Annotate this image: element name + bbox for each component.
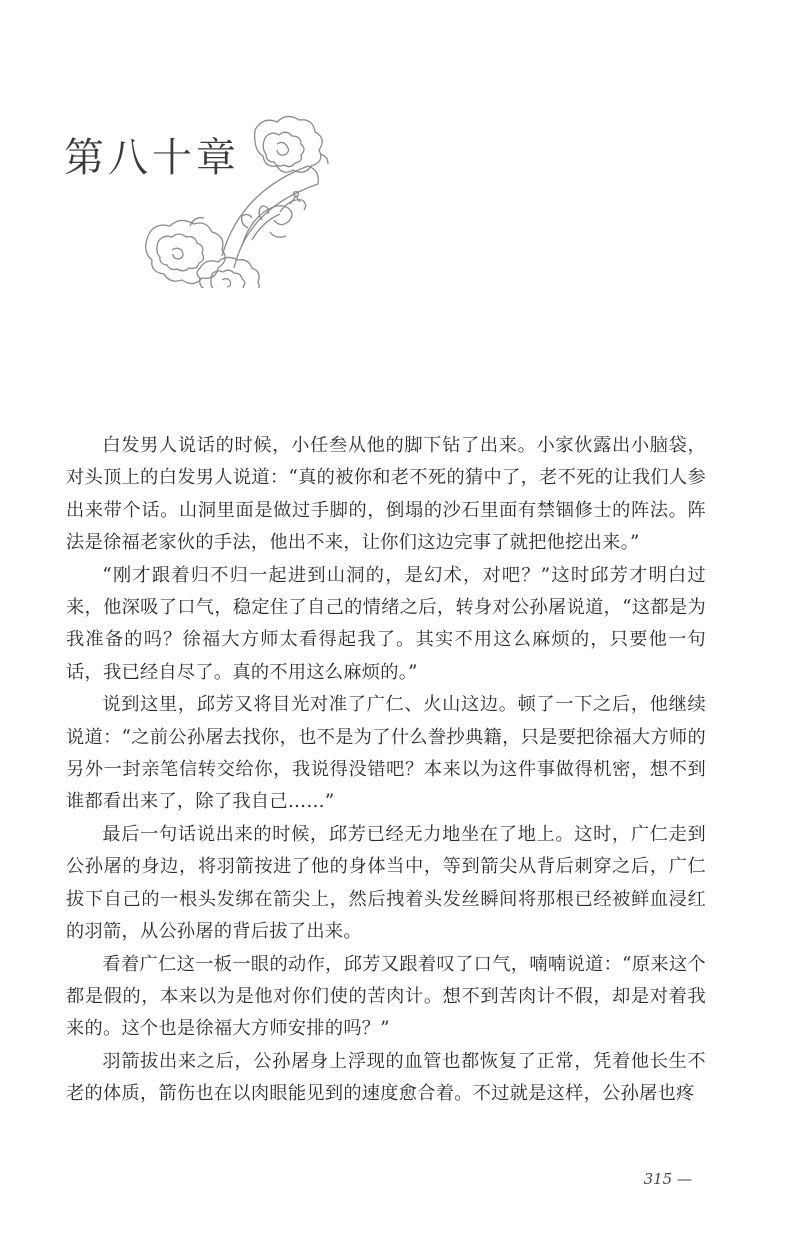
page-number: 315 — — [643, 1170, 692, 1188]
paragraph: 说到这里，邱芳又将目光对准了广仁、火山这边。顿了一下之后，他继续说道：“之前公孙屠去找你，也不是为了什么誊抄典籍，只是要把徐福大方师的另外一封亲笔信转交给你，我说得没错吧？本来以为这件事做得机密，想不到谁都看出来了，除了我自己……” — [66, 694, 706, 813]
cloud-dragon-ornament-icon — [130, 108, 335, 288]
chapter-body — [66, 430, 706, 1111]
chapter-title: 第八十章 — [64, 135, 240, 181]
paragraph: 最后一句话说出来的时候，邱芳已经无力地坐在了地上。这时，广仁走到公孙屠的身边，将羽箭按进了他的身体当中，等到箭尖从背后刺穿之后，广仁拔下自己的一根头发绑在箭尖上，然后拽着头发丝瞬间将那根已经被鲜血浸红的羽箭，从公孙屠的背后拔了出来。 — [66, 823, 706, 943]
paragraph: 羽箭拔出来之后，公孙屠身上浮现的血管也都恢复了正常，凭着他长生不老的体质，箭伤也在以肉眼能见到的速度愈合着。不过就是这样，公孙屠也疼 — [66, 1050, 706, 1105]
paragraph: 白发男人说话的时候，小任叁从他的脚下钻了出来。小家伙露出小脑袋，对头顶上的白发男人说道：“真的被你和老不死的猜中了，老不死的让我们人参出来带个话。山洞里面是做过手脚的，倒塌的沙石里面有禁锢修士的阵法。阵法是徐福老家伙的手法，他出不来，让你们这边完事了就把他挖出来。” — [66, 435, 706, 554]
paragraph: “刚才跟着归不归一起进到山洞的，是幻术，对吧？”这时邱芳才明白过来，他深吸了口气，稳定住了自己的情绪之后，转身对公孙屠说道，“这都是为我准备的吗？徐福大方师太看得起我了。其实不用这么麻烦的，只要他一句话，我已经自尽了。真的不用这么麻烦的。” — [66, 564, 706, 683]
paragraph: 看着广仁这一板一眼的动作，邱芳又跟着叹了口气，喃喃说道：“原来这个都是假的，本来以为是他对你们使的苦肉计。想不到苦肉计不假，却是对着我来的。这个也是徐福大方师安排的吗？” — [66, 953, 706, 1040]
